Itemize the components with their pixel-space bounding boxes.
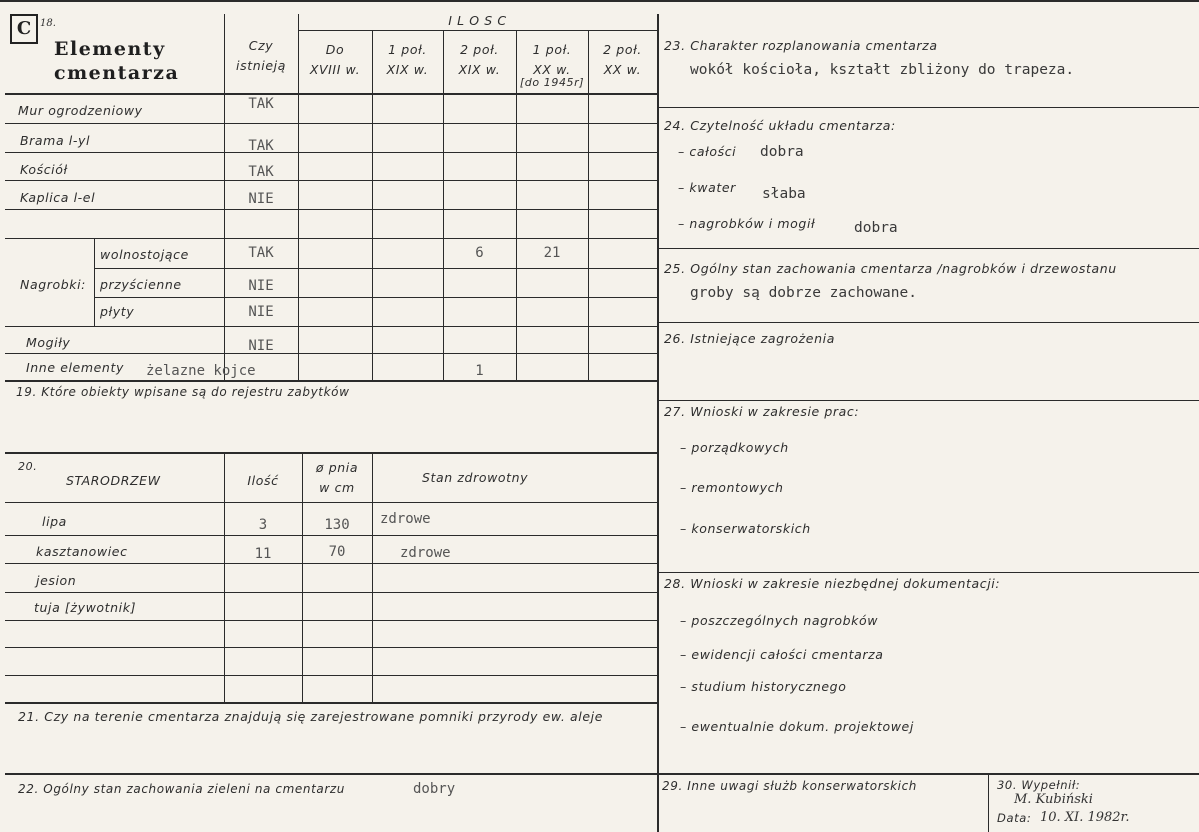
row-exists-gate: TAK [248, 138, 274, 154]
section-29-label: 29. Inne uwagi służb konserwatorskich [662, 779, 917, 793]
col-header-1-line2: XVIII w. [309, 62, 361, 77]
tree-name-2: kasztanowiec [36, 544, 128, 559]
legibility-whole-value: dobra [760, 144, 804, 160]
row-exists-chapel: NIE [248, 191, 274, 207]
row-label-wall: Mur ogrodzeniowy [18, 103, 143, 118]
tree-diameter-2: 70 [328, 544, 346, 560]
works-conservation: – konserwatorskich [680, 521, 811, 536]
col-header-5-line1: 2 poł. [603, 42, 642, 57]
col-header-4-line1: 1 poł. [532, 42, 572, 57]
row-other-typed: żelazne kojce [146, 363, 256, 379]
col-header-3-line1: 2 poł. [460, 42, 499, 57]
section-22-label: 22. Ogólny stan zachowania zieleni na cmentarzu [18, 782, 345, 796]
tree-health-1: zdrowe [380, 511, 431, 527]
gravestones-label: Nagrobki: [20, 277, 86, 292]
legibility-whole-label: – całości [678, 144, 737, 159]
tree-diameter-1: 130 [324, 517, 350, 533]
row-exists-slabs: NIE [248, 304, 274, 320]
row-label-chapel: Kaplica l-el [20, 190, 96, 205]
old-trees-header: STARODRZEW [66, 473, 161, 488]
legibility-quarters-value: słaba [762, 186, 806, 202]
section-20-number: 20. [18, 460, 38, 473]
section-title-line2: cmentarza [54, 62, 180, 84]
section-23-value: wokół kościoła, kształt zbliżony do trapeza. [690, 62, 1075, 78]
tree-name-3: jesion [36, 573, 77, 588]
quantity-header: I L O S C [448, 13, 507, 28]
row-label-freestanding: wolnostojące [100, 247, 189, 262]
section-number: 18. [40, 18, 56, 29]
legibility-graves-value: dobra [854, 220, 898, 236]
row-label-slabs: płyty [100, 304, 135, 319]
tree-qty-2: 11 [254, 546, 272, 562]
tree-qty-1: 3 [258, 517, 268, 533]
works-repair: – remontowych [680, 480, 784, 495]
section-badge: C [10, 14, 38, 44]
section-19-label: 19. Które obiekty wpisane są do rejestru zabytków [16, 385, 350, 399]
row-label-wall-mounted: przyścienne [100, 277, 182, 292]
section-30-label: 30. Wypełnił: [997, 778, 1081, 792]
filled-by-signature: M. Kubiński [1014, 792, 1093, 807]
row-exists-church: TAK [248, 164, 274, 180]
row-exists-wall: TAK [248, 96, 274, 112]
row-exists-freestanding: TAK [248, 245, 274, 261]
exists-header-line2: istnieją [236, 58, 286, 73]
row-label-church: Kościół [20, 162, 68, 177]
section-28-label: 28. Wnioski w zakresie niezbędnej dokumentacji: [664, 576, 1001, 591]
exists-header-line1: Czy [248, 38, 274, 53]
trees-health-header: Stan zdrowotny [422, 470, 529, 485]
legibility-graves-label: – nagrobków i mogił [678, 216, 816, 231]
trees-qty-header: Ilość [247, 473, 279, 488]
docs-design: – ewentualnie dokum. projektowej [680, 719, 914, 734]
section-25-value: groby są dobrze zachowane. [690, 285, 917, 301]
tree-name-4: tuja [żywotnik] [34, 600, 137, 615]
date-value: 10. XI. 1982r. [1040, 810, 1130, 825]
row-exists-graves: NIE [248, 338, 274, 354]
legibility-quarters-label: – kwater [678, 180, 736, 195]
col-header-2-line1: 1 poł. [388, 42, 427, 57]
other-19c-2half: 1 [475, 363, 484, 379]
section-26-label: 26. Istniejące zagrożenia [664, 331, 835, 346]
docs-individual-graves: – poszczególnych nagrobków [680, 613, 879, 628]
trees-diameter-header-2: w cm [319, 480, 355, 495]
tree-name-1: lipa [42, 514, 67, 529]
section-22-value: dobry [413, 781, 456, 797]
freestanding-19c-2half: 6 [475, 245, 484, 261]
docs-whole-cemetery: – ewidencji całości cmentarza [680, 647, 884, 662]
tree-health-2: zdrowe [400, 545, 451, 561]
section-24-label: 24. Czytelność układu cmentarza: [664, 118, 896, 133]
date-label: Data: [997, 811, 1032, 825]
row-exists-wall-mounted: NIE [248, 278, 274, 294]
row-label-graves: Mogiły [26, 335, 71, 350]
col-header-1-line1: Do [325, 42, 345, 57]
section-21-label: 21. Czy na terenie cmentarza znajdują się zarejestrowane pomniki przyrody ew. aleje [18, 709, 604, 724]
row-label-gate: Brama l-yl [20, 133, 91, 148]
col-header-4-line3: [do 1945r] [519, 76, 585, 89]
section-27-label: 27. Wnioski w zakresie prac: [664, 404, 860, 419]
row-label-other: Inne elementy [26, 360, 124, 375]
works-cleanup: – porządkowych [680, 440, 789, 455]
docs-historical-study: – studium historycznego [680, 679, 847, 694]
section-25-label: 25. Ogólny stan zachowania cmentarza /nagrobków i drzewostanu [664, 261, 1117, 276]
section-title-line1: Elementy [54, 38, 166, 60]
trees-diameter-header-1: ø pnia [315, 460, 359, 475]
col-header-2-line2: XIX w. [386, 62, 429, 77]
col-header-4-line2: XX w. [533, 62, 571, 77]
section-23-label: 23. Charakter rozplanowania cmentarza [664, 38, 938, 53]
col-header-3-line2: XIX w. [458, 62, 501, 77]
freestanding-20c-1half: 21 [543, 245, 561, 261]
col-header-5-line2: XX w. [603, 62, 642, 77]
